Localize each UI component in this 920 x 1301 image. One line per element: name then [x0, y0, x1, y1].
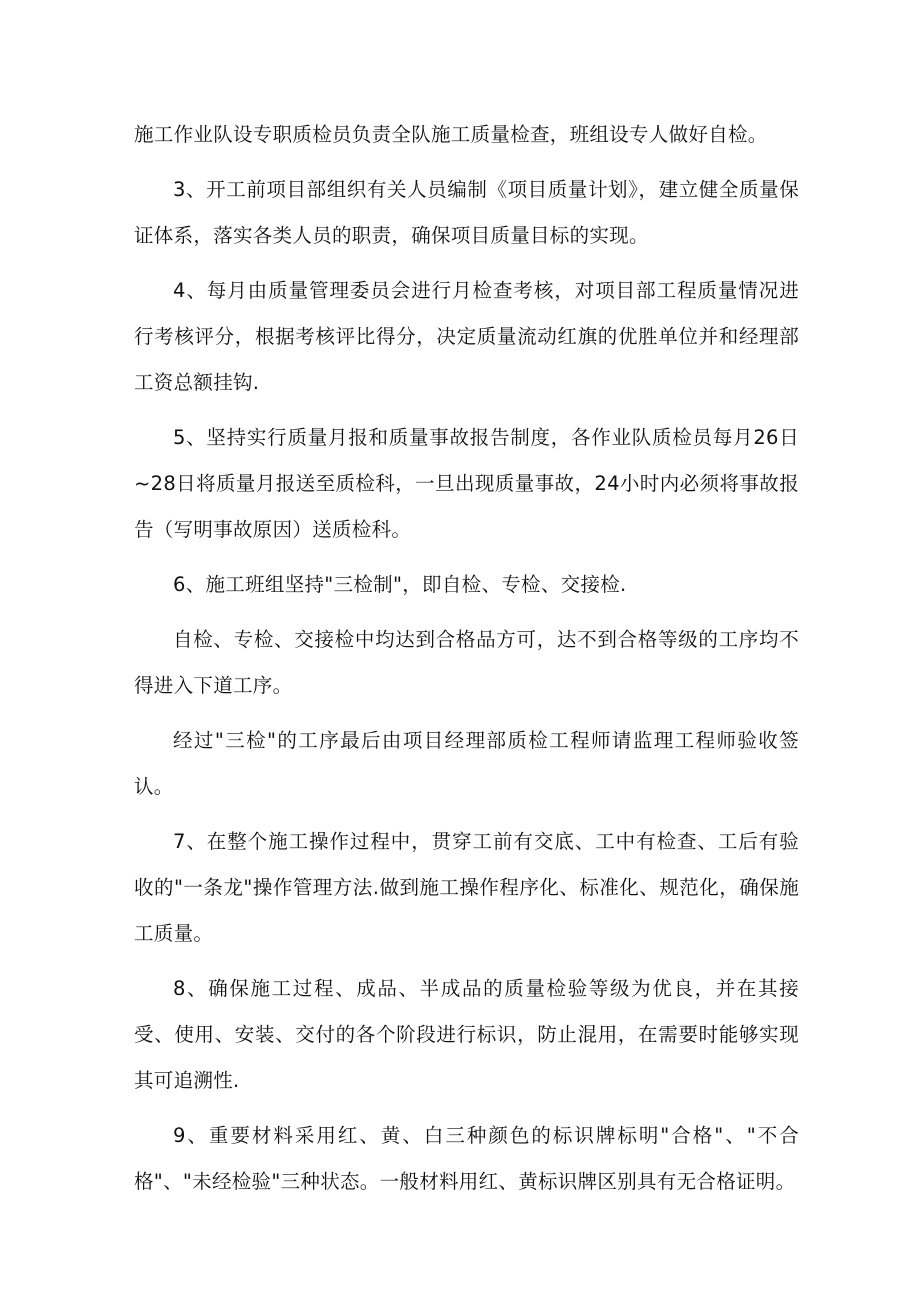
document-body [134, 112, 799, 1214]
paragraph-continuation: 施工作业队设专职质检员负责全队施工质量检查，班组设专人做好自检。 [134, 123, 768, 146]
paragraph-item-3: 3、开工前项目部组织有关人员编制《项目质量计划》，建立健全质量保证体系，落实各类人员的职责，确保项目质量目标的实现。 [134, 178, 799, 247]
paragraph-self-check: 自检、专检、交接检中均达到合格品方可，达不到合格等级的工序均不得进入下道工序。 [134, 628, 799, 697]
paragraph-item-9: 9、重要材料采用红、黄、白三种颜色的标识牌标明"合格"、"不合格"、"未经检验"三种状态。一般材料用红、黄标识牌区别具有无合格证明。 [134, 1124, 799, 1193]
paragraph-item-8: 8、确保施工过程、成品、半成品的质量检验等级为优良，并在其接受、使用、安装、交付的各个阶段进行标识，防止混用，在需要时能够实现其可追溯性. [134, 977, 799, 1092]
paragraph-item-6: 6、施工班组坚持"三检制"，即自检、专检、交接检. [173, 573, 627, 596]
paragraph-item-4: 4、每月由质量管理委员会进行月检查考核，对项目部工程质量情况进行考核评分，根据考核评比得分，决定质量流动红旗的优胜单位并和经理部工资总额挂钩. [134, 279, 799, 394]
paragraph-acceptance: 经过"三检"的工序最后由项目经理部质检工程师请监理工程师验收签认。 [134, 729, 799, 798]
paragraph-item-7: 7、在整个施工操作过程中，贯穿工前有交底、工中有检查、工后有验收的"一条龙"操作管理方法.做到施工操作程序化、标准化、规范化，确保施工质量。 [134, 830, 799, 945]
paragraph-item-5: 5、坚持实行质量月报和质量事故报告制度，各作业队质检员每月26日~28日将质量月报送至质检科，一旦出现质量事故，24小时内必须将事故报告（写明事故原因）送质检科。 [134, 426, 799, 541]
